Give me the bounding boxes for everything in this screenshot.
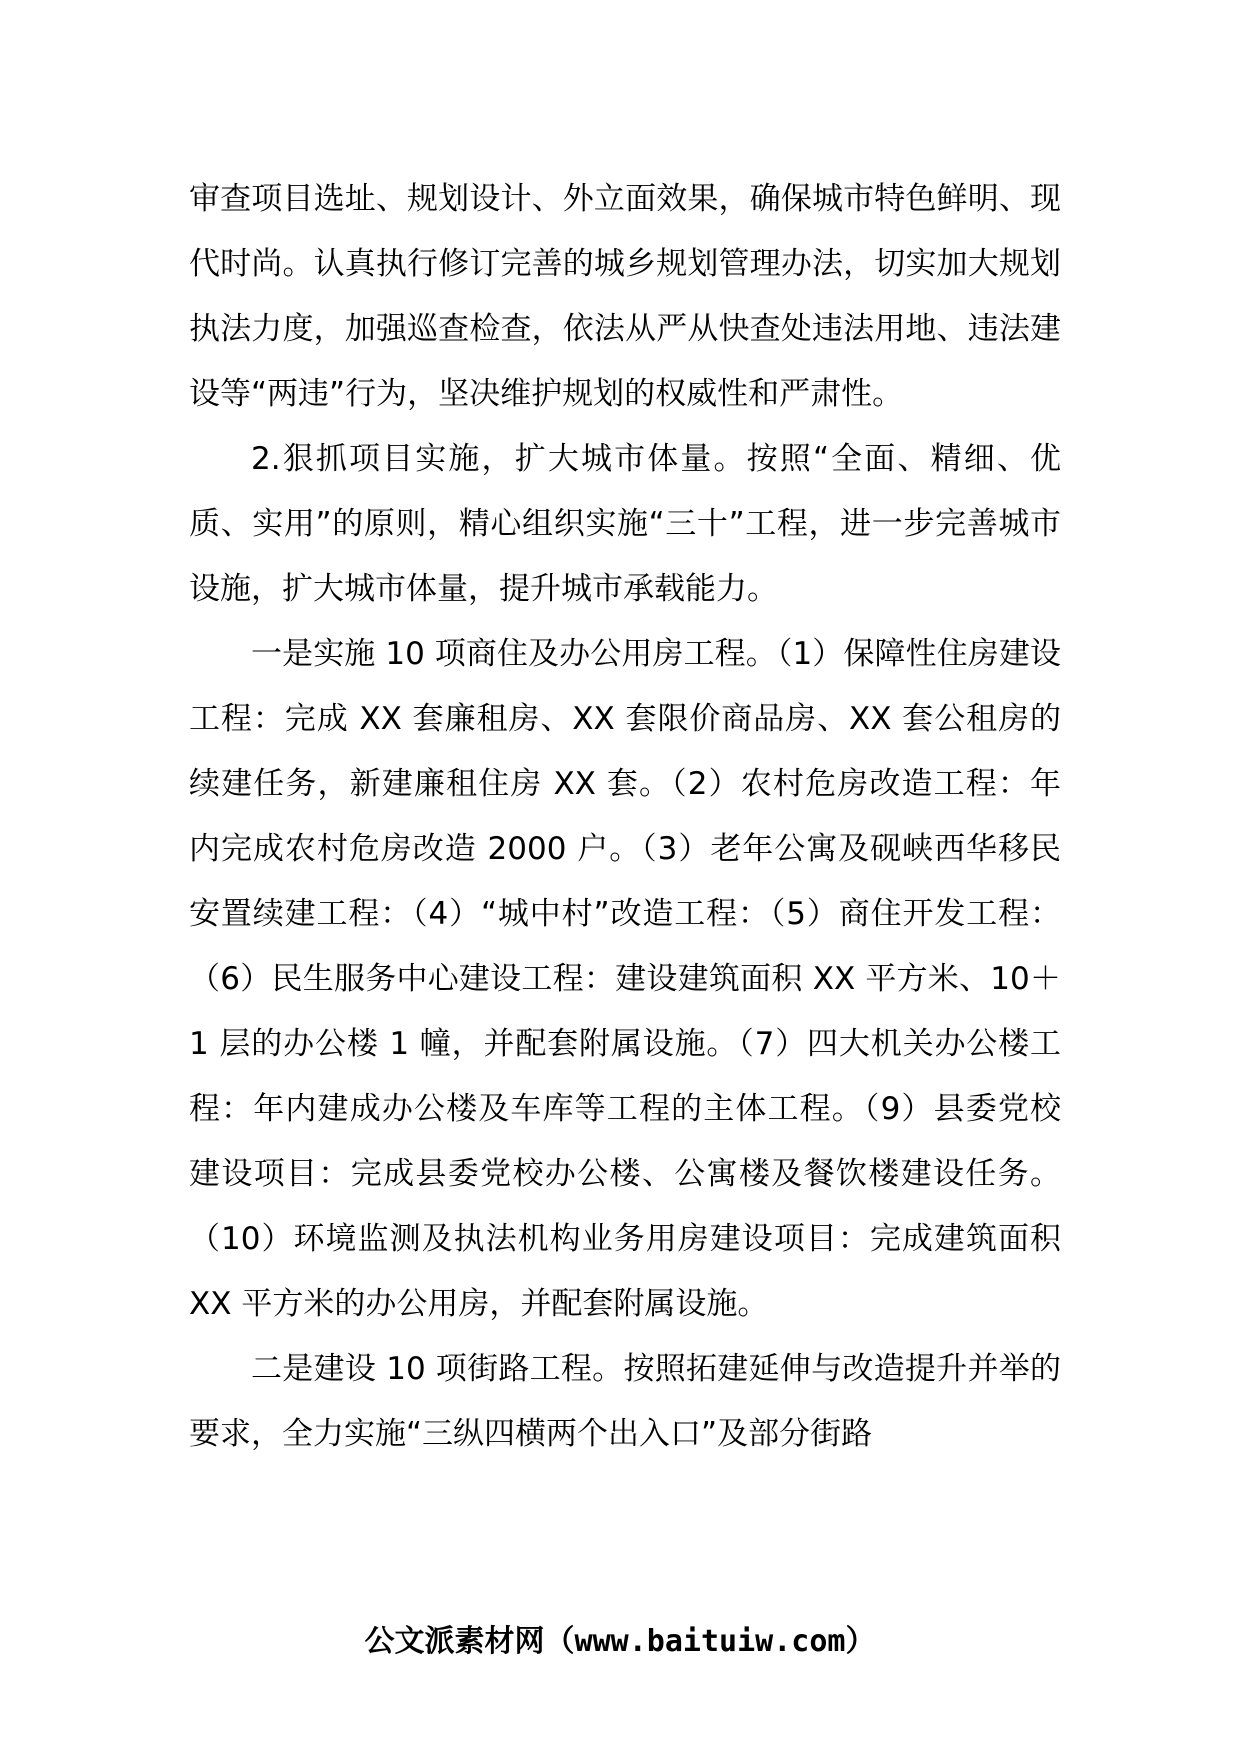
paragraph-street-projects: 二是建设 10 项街路工程。按照拓建延伸与改造提升并举的要求，全力实施“三纵四横两个出入口”及部分街路 (189, 1351, 1061, 1452)
footer-watermark: 公文派素材网（www.baituiw.com） (364, 1624, 876, 1659)
document-body (189, 167, 1061, 1467)
paragraph-housing-projects: 一是实施 10 项商住及办公用房工程。（1）保障性住房建设工程：完成 XX 套廉租房、XX 套限价商品房、XX 套公租房的续建任务，新建廉租住房 XX 套。（2）农村危房改造工程：年内完成农村危房改造 2000 户。（3）老年公寓及砚峡西华移民安置续建工程：（4）“城中村”改造工程：（5）商住开发工程：（6）民生服务中心建设工程：建设建筑面积 XX 平方米、10＋1 层的办公楼 1 幢，并配套附属设施。（7）四大机关办公楼工程：年内建成办公楼及车库等工程的主体工程。（9）县委党校建设项目：完成县委党校办公楼、公寓楼及餐饮楼建设任务。（10）环境监测及执法机构业务用房建设项目：完成建筑面积 XX 平方米的办公用房，并配套附属设施。 (189, 636, 1061, 1322)
paragraph-project-implementation: 2.狠抓项目实施，扩大城市体量。按照“全面、精细、优质、实用”的原则，精心组织实施“三十”工程，进一步完善城市设施，扩大城市体量，提升城市承载能力。 (189, 441, 1061, 607)
paragraph-continuation: 审查项目选址、规划设计、外立面效果，确保城市特色鲜明、现代时尚。认真执行修订完善的城乡规划管理办法，切实加大规划执法力度，加强巡查检查，依法从严从快查处违法用地、违法建设等“两违”行为，坚决维护规划的权威性和严肃性。 (189, 181, 1061, 412)
